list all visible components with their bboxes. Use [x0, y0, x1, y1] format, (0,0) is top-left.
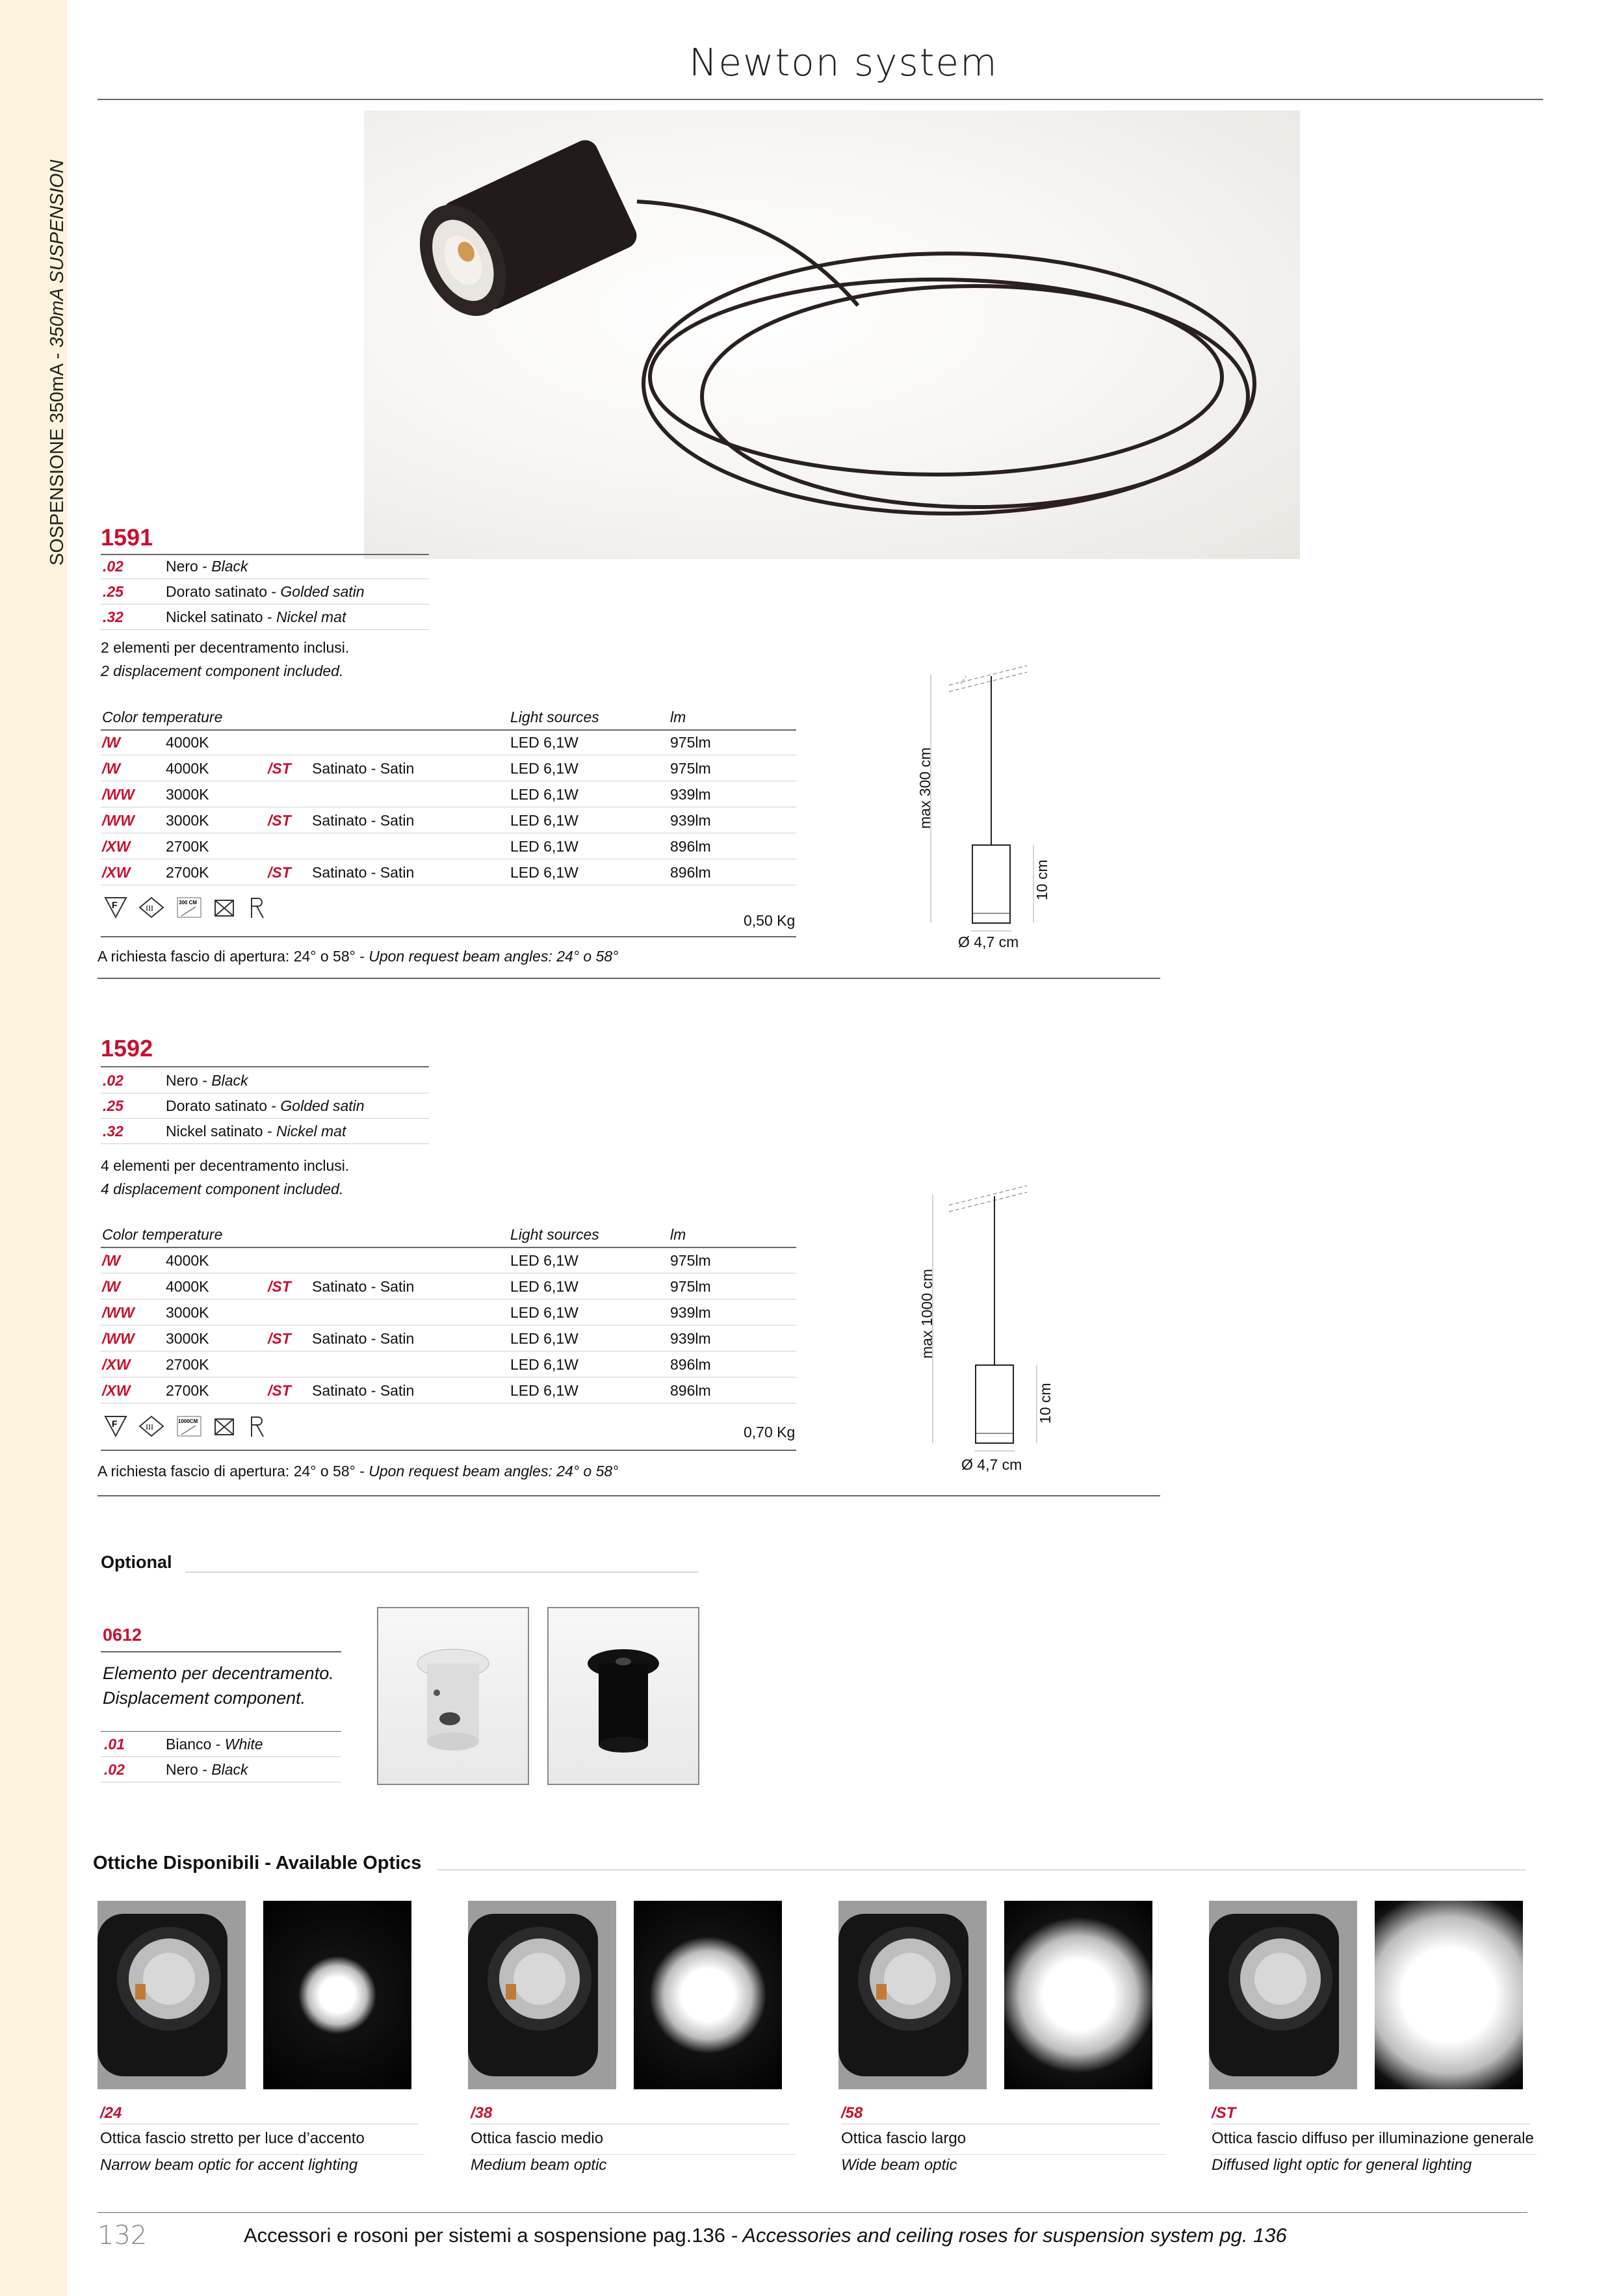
- optic-description-it: Ottica fascio medio: [471, 2130, 604, 2147]
- beam-pattern-photo: [1004, 1901, 1152, 2089]
- variant-code: /XW: [102, 838, 131, 855]
- table-header: Color temperature Light sources lm: [101, 1222, 796, 1248]
- optic-code: /ST: [268, 760, 291, 777]
- certification-icons: [104, 896, 276, 921]
- no-cover-icon: [213, 1415, 237, 1439]
- white-component-photo: [377, 1607, 529, 1785]
- color-temp: 3000K: [166, 1304, 209, 1321]
- optic-label: Satinato - Satin: [312, 864, 415, 881]
- section-rule: [97, 978, 1160, 979]
- light-source: LED 6,1W: [510, 734, 578, 751]
- optic-description-it: Ottica fascio largo: [841, 2130, 967, 2147]
- color-temp: 2700K: [166, 864, 209, 881]
- table-row: [101, 1352, 796, 1377]
- light-source: LED 6,1W: [510, 1356, 578, 1373]
- class-three-icon: [138, 1415, 164, 1439]
- table-row: [101, 1248, 796, 1273]
- lumen-output: 939lm: [670, 1304, 711, 1321]
- table-bottom-rule: [101, 936, 796, 937]
- lumen-output: 939lm: [670, 1330, 711, 1347]
- lumen-output: 975lm: [670, 1278, 711, 1295]
- lumen-output: 896lm: [670, 1356, 711, 1373]
- optic-code: /ST: [268, 864, 291, 881]
- variant-code: /WW: [102, 786, 135, 803]
- light-source: LED 6,1W: [510, 1252, 578, 1269]
- finish-row: .02 Nero - Black: [101, 1757, 341, 1782]
- optic-code: /ST: [268, 812, 291, 829]
- finish-row: .25 Dorato satinato - Golded satin: [101, 1093, 429, 1119]
- optic-description-en: Narrow beam optic for accent lighting: [100, 2154, 425, 2174]
- page-number: 132: [97, 2221, 148, 2250]
- cable-length-icon: [176, 896, 202, 920]
- optional-heading: Optional: [101, 1552, 172, 1572]
- optic-description-en: Medium beam optic: [471, 2154, 796, 2174]
- product-code-rule: [101, 1066, 429, 1067]
- lumen-output: 896lm: [670, 1382, 711, 1399]
- lumen-output: 939lm: [670, 786, 711, 803]
- header-rule: [97, 99, 1543, 100]
- weight-label: 0,50 Kg: [744, 912, 796, 929]
- variant-code: /W: [102, 1252, 121, 1269]
- table-row: [101, 756, 796, 781]
- max-length-label: max 300 cm: [916, 747, 933, 829]
- svg-text:300 CM: 300 CM: [178, 900, 197, 906]
- color-temp: 2700K: [166, 838, 209, 855]
- optic-lamp-photo: [1209, 1901, 1357, 2089]
- f-mark-icon: [104, 1415, 127, 1439]
- certification-icons: [104, 1415, 276, 1440]
- finish-row: .01 Bianco - White: [101, 1732, 341, 1757]
- optic-code: /38: [471, 2104, 789, 2124]
- light-source: LED 6,1W: [510, 760, 578, 777]
- footer-text: Accessori e rosoni per sistemi a sospensione pag.136 - Accessories and ceiling roses for suspension system pg. 136: [244, 2224, 1287, 2247]
- svg-text:F: F: [112, 900, 118, 910]
- beam-pattern-photo: [634, 1901, 782, 2089]
- light-source: LED 6,1W: [510, 864, 578, 881]
- color-temp: 4000K: [166, 760, 209, 777]
- black-component-photo: [547, 1607, 699, 1785]
- max-length-label: max 1000 cm: [918, 1268, 935, 1359]
- optional-description: Elemento per decentramento. Displacement component.: [103, 1663, 334, 1708]
- color-temp: 3000K: [166, 786, 209, 803]
- optic-code: /24: [100, 2104, 419, 2124]
- cable-length-icon: [176, 1415, 202, 1439]
- table-row: [101, 808, 796, 833]
- diameter-label: Ø 4,7 cm: [961, 1456, 1022, 1473]
- color-temp: 3000K: [166, 1330, 209, 1347]
- f-mark-icon: [104, 896, 127, 920]
- color-temp: 2700K: [166, 1382, 209, 1399]
- optional-code: 0612: [103, 1625, 142, 1645]
- class-three-icon: [138, 896, 164, 920]
- weight-label: 0,70 Kg: [744, 1424, 796, 1441]
- svg-text:III: III: [146, 904, 154, 913]
- light-source: LED 6,1W: [510, 1382, 578, 1399]
- optic-label: Satinato - Satin: [312, 760, 415, 777]
- height-label: 10 cm: [1033, 859, 1050, 900]
- light-source: LED 6,1W: [510, 812, 578, 829]
- table-bottom-rule: [101, 1450, 796, 1451]
- page-title: Newton system: [689, 40, 998, 85]
- table-row: [101, 1300, 796, 1325]
- color-temp: 4000K: [166, 1252, 209, 1269]
- beam-note: A richiesta fascio di apertura: 24° o 58° - Upon request beam angles: 24° o 58°: [97, 1463, 619, 1480]
- table-row: [101, 1378, 796, 1403]
- table-row: [101, 1274, 796, 1299]
- finish-row: .02 Nero - Black: [101, 1068, 429, 1093]
- color-temp: 4000K: [166, 734, 209, 751]
- section-rule: [97, 1495, 1160, 1496]
- finish-row: .32 Nickel satinato - Nickel mat: [101, 605, 429, 630]
- pendant-lamp-illustration: [364, 111, 1300, 559]
- optic-lamp-photo: [468, 1901, 616, 2089]
- optic-lamp-photo: [838, 1901, 987, 2089]
- height-label: 10 cm: [1037, 1383, 1054, 1424]
- lumen-output: 975lm: [670, 760, 711, 777]
- table-row: [101, 1326, 796, 1351]
- optic-code: /ST: [268, 1278, 291, 1295]
- lumen-output: 975lm: [670, 734, 711, 751]
- beam-pattern-photo: [263, 1901, 411, 2089]
- svg-text:F: F: [112, 1418, 118, 1429]
- color-temp: 2700K: [166, 1356, 209, 1373]
- optic-label: Satinato - Satin: [312, 1278, 415, 1295]
- variant-code: /W: [102, 760, 121, 777]
- variant-code: /WW: [102, 812, 135, 829]
- optic-description-it: Ottica fascio stretto per luce d’accento: [100, 2130, 365, 2147]
- variant-code: /XW: [102, 1356, 131, 1373]
- lumen-output: 896lm: [670, 864, 711, 881]
- beam-pattern-photo: [1375, 1901, 1523, 2089]
- optic-description-it: Ottica fascio diffuso per illuminazione generale: [1212, 2130, 1534, 2147]
- table-row: [101, 834, 796, 859]
- optic-description-en: Wide beam optic: [841, 2154, 1166, 2174]
- sidebar-label: SOSPENSIONE 350mA - 350mA SUSPENSION: [47, 159, 68, 566]
- table-row: [101, 860, 796, 885]
- table-row: [101, 782, 796, 807]
- product-code-1592: 1592: [101, 1035, 153, 1062]
- light-source: LED 6,1W: [510, 1278, 578, 1295]
- beam-note: A richiesta fascio di apertura: 24° o 58° - Upon request beam angles: 24° o 58°: [97, 948, 619, 965]
- variant-code: /WW: [102, 1330, 135, 1347]
- optic-code: /ST: [268, 1330, 291, 1347]
- light-source: LED 6,1W: [510, 1304, 578, 1321]
- table-header: Color temperature Light sources lm: [101, 705, 796, 731]
- variant-code: /XW: [102, 1382, 131, 1399]
- svg-text:III: III: [146, 1422, 154, 1431]
- optic-code: /58: [841, 2104, 1160, 2124]
- product-code-1591: 1591: [101, 524, 153, 551]
- included-note: 2 elementi per decentramento inclusi. 2 displacement component included.: [101, 639, 350, 679]
- finish-row: .02 Nero - Black: [101, 554, 429, 579]
- light-source: LED 6,1W: [510, 1330, 578, 1347]
- svg-text:1000CM: 1000CM: [177, 1418, 198, 1424]
- optic-label: Satinato - Satin: [312, 812, 415, 829]
- optional-code-rule: [101, 1651, 341, 1652]
- variant-code: /WW: [102, 1304, 135, 1321]
- optic-label: Satinato - Satin: [312, 1330, 415, 1347]
- footer-rule: [97, 2212, 1527, 2213]
- included-note: 4 elementi per decentramento inclusi. 4 displacement component included.: [101, 1157, 350, 1197]
- variant-code: /XW: [102, 864, 131, 881]
- variant-code: /W: [102, 734, 121, 751]
- color-temp: 4000K: [166, 1278, 209, 1295]
- table-row: [101, 730, 796, 755]
- lumen-output: 975lm: [670, 1252, 711, 1269]
- optic-lamp-photo: [97, 1901, 246, 2089]
- finish-row: .25 Dorato satinato - Golded satin: [101, 579, 429, 605]
- light-source: LED 6,1W: [510, 786, 578, 803]
- optic-description-en: Diffused light optic for general lighting: [1212, 2154, 1537, 2174]
- variant-code: /W: [102, 1278, 121, 1295]
- no-cover-icon: [213, 896, 237, 920]
- recycle-r-icon: [248, 896, 267, 921]
- optics-heading: Ottiche Disponibili - Available Optics: [93, 1853, 422, 1873]
- diameter-label: Ø 4,7 cm: [958, 933, 1019, 950]
- finish-row: .32 Nickel satinato - Nickel mat: [101, 1119, 429, 1144]
- color-temp: 3000K: [166, 812, 209, 829]
- lumen-output: 896lm: [670, 838, 711, 855]
- optic-code: /ST: [1212, 2104, 1530, 2124]
- recycle-r-icon: [248, 1415, 267, 1440]
- product-photo: [364, 111, 1300, 559]
- optic-label: Satinato - Satin: [312, 1382, 415, 1399]
- light-source: LED 6,1W: [510, 838, 578, 855]
- lumen-output: 939lm: [670, 812, 711, 829]
- optic-code: /ST: [268, 1382, 291, 1399]
